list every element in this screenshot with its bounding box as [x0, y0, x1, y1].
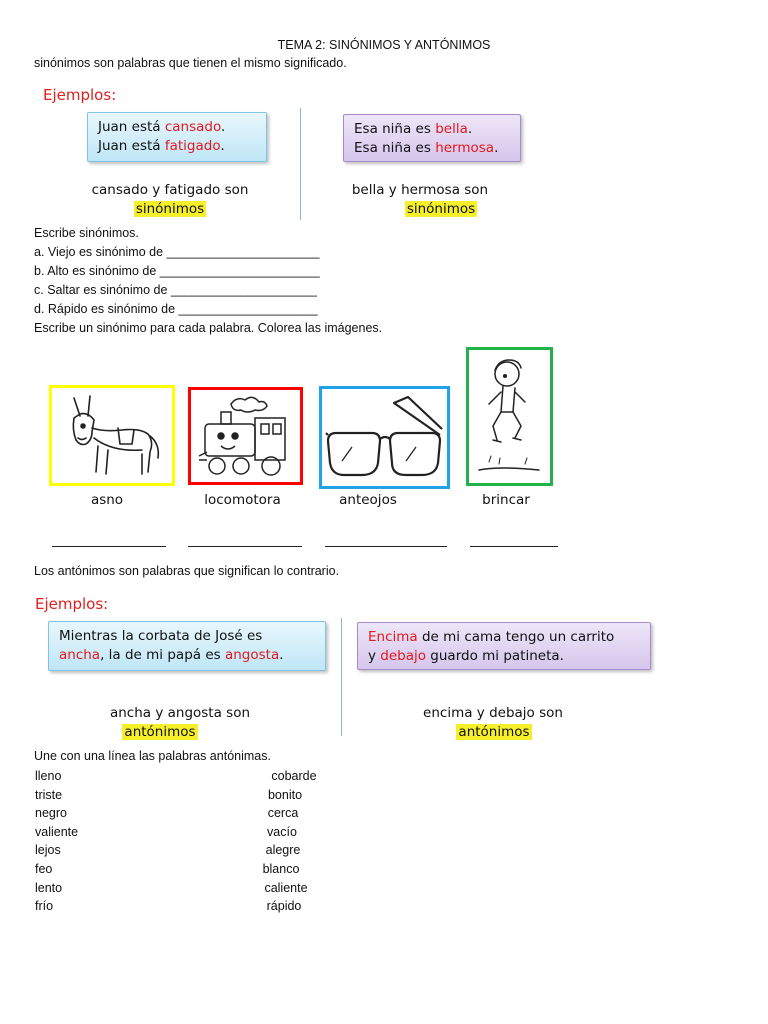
synonym-definition: sinónimos son palabras que tienen el mismo significado.	[34, 56, 347, 70]
right-word[interactable]: bonito	[267, 787, 303, 802]
left-word[interactable]: lento	[35, 880, 63, 895]
exercise-item: b. Alto es sinónimo de _______________________	[34, 264, 320, 278]
left-word[interactable]: valiente	[35, 824, 79, 839]
antonym-caption-2: encima y debajo son antónimos	[423, 705, 563, 740]
example-text: Esa niña es	[354, 140, 436, 156]
highlight-word: hermosa	[435, 140, 495, 156]
synonym-example-box-1: Juan está cansado. Juan está fatigado.	[87, 112, 267, 162]
left-word[interactable]: lejos	[35, 843, 61, 858]
synonym-example-box-2: Esa niña es bella. Esa niña es hermosa.	[343, 114, 521, 162]
examples-label: Ejemplos:	[43, 86, 117, 104]
locomotive-icon	[191, 390, 300, 482]
left-word-list	[35, 767, 78, 916]
picture-frame-donkey	[49, 385, 175, 486]
example-text: Esa niña es	[354, 121, 436, 137]
examples-label: Ejemplos:	[35, 595, 109, 613]
divider	[341, 618, 342, 736]
exercise-item: c. Saltar es sinónimo de _____________________	[34, 283, 317, 297]
highlight-word: fatigado	[164, 138, 221, 154]
highlight-word: cansado	[164, 119, 222, 135]
left-word[interactable]: lleno	[35, 769, 62, 783]
exercise-item: d. Rápido es sinónimo de ____________________	[34, 302, 318, 316]
glasses-icon	[322, 389, 447, 486]
right-word[interactable]: blanco	[262, 861, 300, 876]
jumping-boy-icon	[469, 350, 550, 483]
antonym-caption-1: ancha y angosta son antónimos	[109, 705, 251, 740]
answer-blank[interactable]	[470, 546, 558, 547]
right-word[interactable]: cobarde	[271, 769, 317, 783]
right-word[interactable]: cerca	[267, 806, 299, 821]
highlight-word: ancha	[59, 647, 101, 663]
right-word[interactable]: alegre	[265, 843, 301, 858]
highlight-word: bella	[435, 121, 468, 137]
antonym-definition: Los antónimos son palabras que significan lo contrario.	[34, 564, 340, 578]
highlighted-term: antónimos	[458, 724, 530, 740]
answer-blank[interactable]	[188, 546, 302, 547]
picture-label-jump: brincar	[482, 492, 530, 508]
donkey-icon	[52, 388, 172, 483]
antonym-example-box-1: Mientras la corbata de José es ancha, la de mi papá es angosta.	[48, 621, 326, 671]
highlight-word: debajo	[380, 648, 427, 664]
synonym-caption-2: bella y hermosa son sinónimos	[351, 182, 489, 217]
left-word[interactable]: negro	[35, 806, 67, 821]
right-word[interactable]: caliente	[264, 880, 308, 895]
highlight-word: Encima	[368, 629, 418, 645]
exercise-title: Escribe sinónimos.	[34, 226, 139, 240]
left-word[interactable]: triste	[35, 787, 63, 802]
highlight-word: angosta	[224, 647, 280, 663]
example-text: Juan está	[98, 138, 165, 154]
antonym-example-box-2: Encima de mi cama tengo un carrito y debajo guardo mi patineta.	[357, 622, 651, 670]
example-text: Juan está	[98, 119, 165, 135]
right-word[interactable]: vacío	[267, 824, 297, 839]
right-word[interactable]: rápido	[266, 899, 302, 914]
answer-blank[interactable]	[52, 546, 166, 547]
page-title: TEMA 2: SINÓNIMOS Y ANTÓNIMOS	[277, 38, 491, 52]
exercise-item: a. Viejo es sinónimo de ______________________	[34, 245, 320, 259]
synonym-caption-1: cansado y fatigado son sinónimos	[91, 182, 249, 217]
left-word[interactable]: frío	[35, 899, 54, 914]
highlighted-term: sinónimos	[406, 201, 476, 217]
picture-label-locomotive: locomotora	[204, 492, 281, 508]
left-word[interactable]: feo	[35, 861, 53, 876]
answer-blank[interactable]	[325, 546, 447, 547]
picture-frame-boy	[466, 347, 553, 486]
picture-frame-glasses	[319, 386, 450, 489]
highlighted-term: sinónimos	[135, 201, 205, 217]
picture-frame-locomotive	[188, 387, 303, 485]
color-instruction: Escribe un sinónimo para cada palabra. Colorea las imágenes.	[34, 321, 383, 335]
divider	[300, 108, 301, 220]
right-word-list	[215, 767, 325, 916]
example-text: Mientras la corbata de José es	[59, 628, 263, 644]
highlighted-term: antónimos	[124, 724, 196, 740]
picture-label-glasses: anteojos	[339, 492, 397, 508]
picture-label-donkey: asno	[90, 492, 124, 508]
match-title: Une con una línea las palabras antónimas.	[34, 749, 271, 763]
